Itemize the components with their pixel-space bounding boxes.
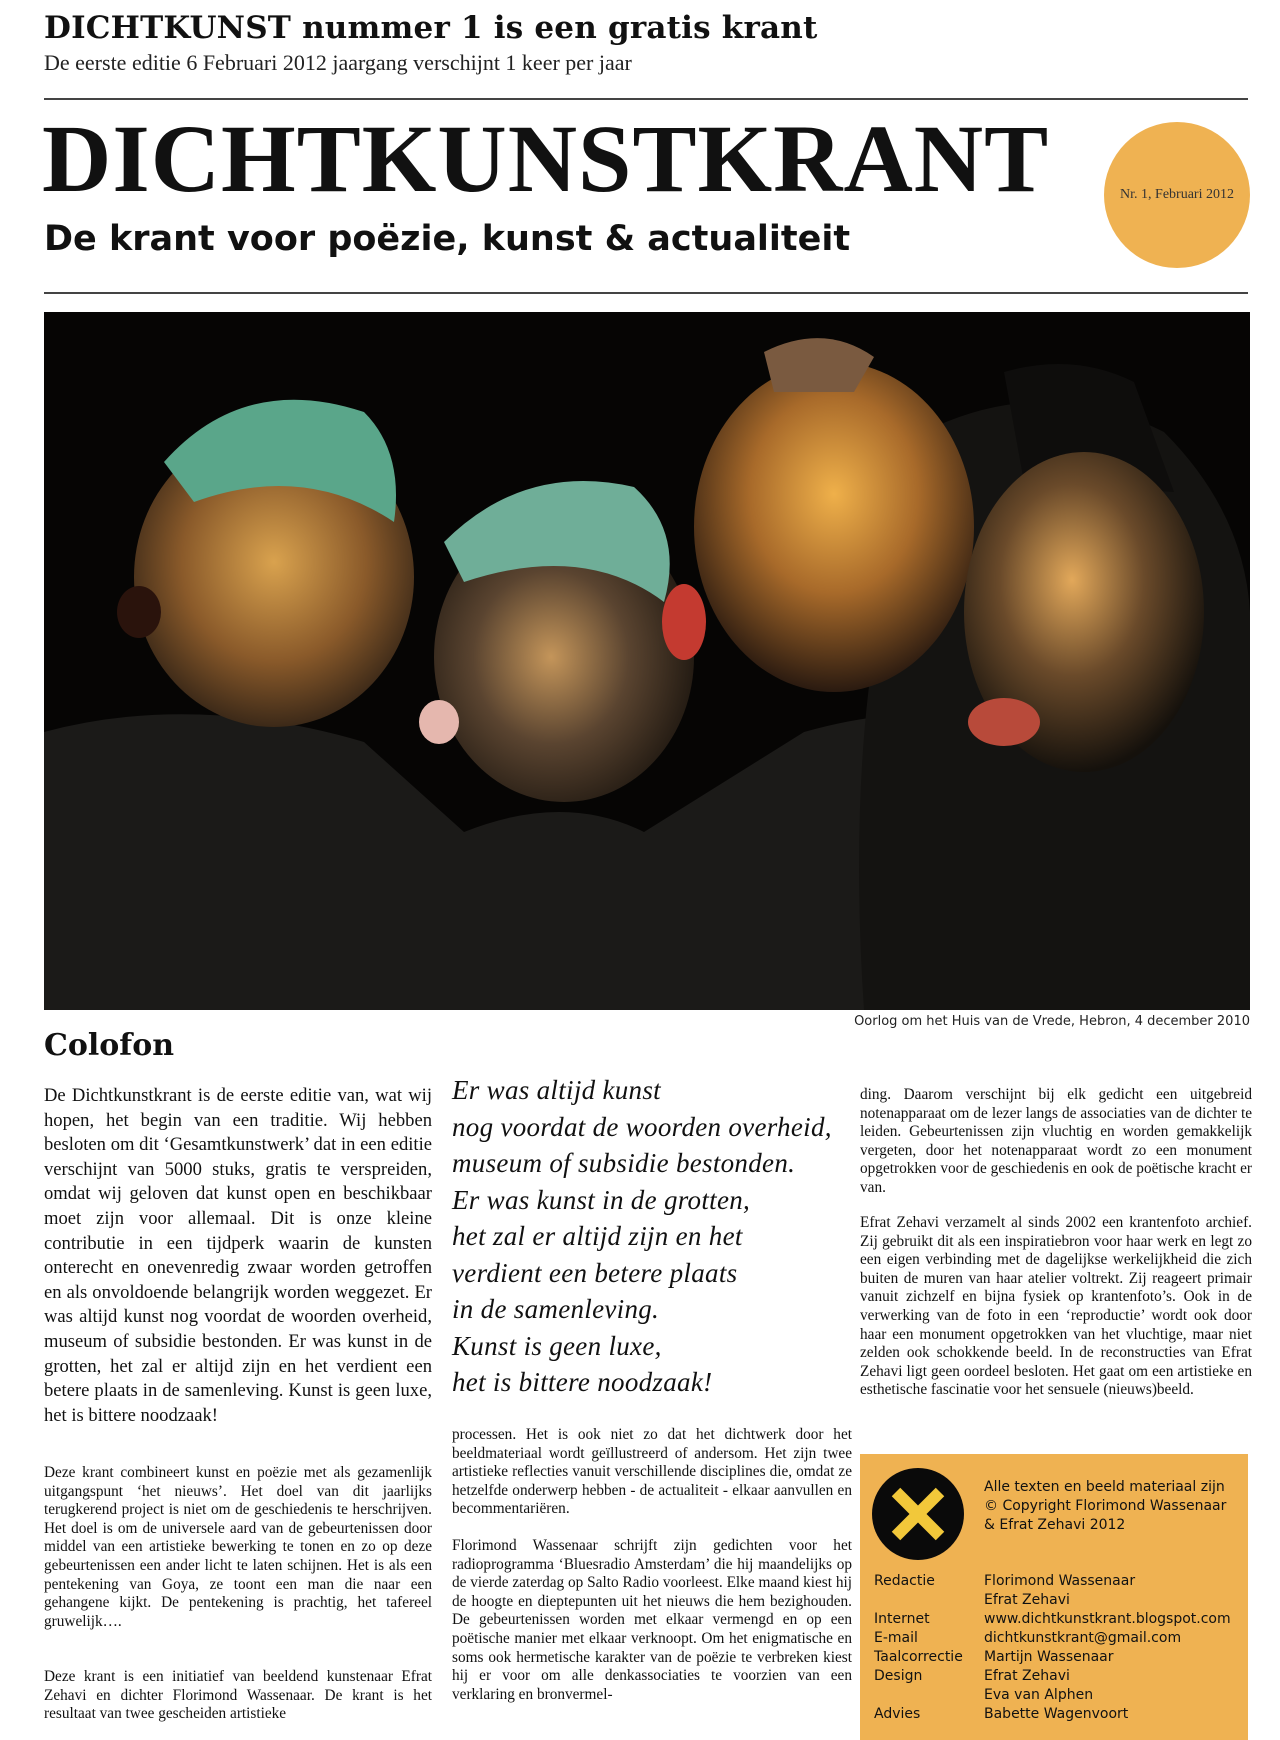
poem-line: verdient een betere plaats — [452, 1257, 738, 1288]
col2-paragraph-1: processen. Het is ook niet zo dat het dichtwerk door het beeldmateriaal wordt geïllustreerd of andersom. Het zijn twee artistieke reflecties vanuit verschillende disciplines die, omdat ze hetzelfde onderwerp hebben - de actualiteit - elkaar aanvullen en becommentariëren. — [452, 1426, 852, 1518]
credit-row-design — [874, 1667, 1070, 1686]
masthead-tagline: De krant voor poëzie, kunst & actualiteit — [44, 219, 851, 259]
col2-paragraph-2: Florimond Wassenaar schrijft zijn gedichten voor het radioprogramma ‘Bluesradio Amsterdam’ die hij maandelijks op de vierde zaterdag op Salto Radio voorleest. Elke maand kiest hij de hoogte en dieptepunten uit het nieuws die hem bezighouden. De gebeurtenissen worden met elkaar vermengd en op een poëtische manier met elkaar verknoopt. Om het enigmatische en soms ook hermetische karakter van de poëzie te verbreken kiest hij er voor om alle denkassociaties te voorzien van een verklaring en bronvermel- — [452, 1537, 852, 1703]
credit-label: Internet — [874, 1611, 930, 1627]
col3-paragraph-1: ding. Daarom verschijnt bij elk gedicht een uitgebreid notenapparaat om de lezer langs de associaties van de dichter te leiden. Gebeurtenissen zijn vluchtig en worden gemakkelijk vergeten, door het notenapparaat wordt zo een monument opgetrokken voor de geschiedenis en ook de poëtische kracht er van. — [860, 1086, 1252, 1196]
sculpture-heads-image — [44, 312, 1250, 1010]
copyright-line: © Copyright Florimond Wassenaar — [984, 1498, 1227, 1514]
top-subtitle: De eerste editie 6 Februari 2012 jaargang verschijnt 1 keer per jaar — [44, 50, 632, 75]
credit-label: Advies — [874, 1706, 921, 1722]
header-divider-top — [44, 98, 1248, 100]
cover-photo — [44, 312, 1250, 1010]
credit-label: E-mail — [874, 1630, 918, 1646]
col3-paragraph-2: Efrat Zehavi verzamelt al sinds 2002 een krantenfoto archief. Zij gebruikt dit als een inspiratiebron voor haar werk en legt zo een eigen verbinding met de dagelijkse werkelijkheid die zich buiten de muren van haar atelier voltrekt. Zij reageert primair vanuit zichzelf en bijna fysiek op krantenfoto’s. Ook in de verwerking van de foto in een ‘reproductie’ wordt ook door haar een monument opgetrokken van het vluchtige, maar niet zelden ook schokkende beeld. In de reconstructies van Efrat Zehavi ligt geen oordeel besloten. Het gaat om een artistieke en esthetische fascinatie voor het sensuele (nieuws)beeld. — [860, 1214, 1252, 1399]
colofon-heading: Colofon — [44, 1028, 175, 1063]
col1-paragraph-3: Deze krant is een initiatief van beeldend kunstenaar Efrat Zehavi en dichter Florimond Wassenaar. De krant is het resultaat van twee gescheiden artistieke — [44, 1668, 432, 1723]
credit-row-taalcorrectie — [874, 1648, 1114, 1667]
poem-line: nog voordat de woorden overheid, — [452, 1111, 832, 1142]
credit-value: Efrat Zehavi — [984, 1592, 1070, 1608]
credit-value: Eva van Alphen — [984, 1687, 1094, 1703]
issue-badge — [1104, 122, 1250, 268]
copyright-line: Alle texten en beeld materiaal zijn — [984, 1479, 1225, 1495]
credit-value: Babette Wagenvoort — [984, 1706, 1129, 1722]
credit-value: Martijn Wassenaar — [984, 1649, 1114, 1665]
credit-value: Florimond Wassenaar — [984, 1573, 1136, 1589]
poem-line: Er was altijd kunst — [452, 1075, 661, 1105]
lead-paragraph: De Dichtkunstkrant is de eerste editie van, wat wij hopen, het begin van een traditie. Wij hebben besloten om dit ‘Gesamtkunstwerk’ dat in een editie verschijnt van 5000 stuks, gratis te verspreiden, omdat wij geloven dat kunst open en beschikbaar moet zijn voor allemaal. Dit is onze kleine contributie in een tijdperk waarin de kunsten onterecht en onevenredig zwaar worden getroffen en als onvoldoende belangrijk worden weggezet. Er was altijd kunst nog voordat de woorden overheid, museum of subsidie bestonden. Er was kunst in de grotten, het zal er altijd zijn en het verdient een betere plaats in de samenleving. Kunst is geen luxe, het is bittere noodzaak! — [44, 1085, 432, 1426]
poem-line: Er was kunst in de grotten, — [452, 1184, 751, 1215]
issue-badge-label: Nr. 1, Februari 2012 — [1120, 187, 1234, 202]
poem-line: het is bittere noodzaak! — [452, 1367, 713, 1397]
credit-row-email — [874, 1629, 1181, 1648]
masthead-title: DICHTKUNSTKRANT — [42, 105, 1050, 212]
col1-paragraph-2: Deze krant combineert kunst en poëzie met als gezamenlijk uitgangspunt ‘het nieuws’. Het doel van dit jaarlijks terugkerend project is niet om de geschiedenis te herschrijven. Het doel is om de universele aard van de gebeurtenissen door middel van een artistieke bewerking te tonen en zo op deze gebeurtenissen een ander licht te laten schijnen. Het is als een pentekening van Goya, ze toont een man die naar een gehangene kijkt. De pentekening is prachtig, het tafereel gruwelijk…. — [44, 1464, 432, 1630]
header-divider-bottom — [44, 292, 1248, 294]
copyright-line: & Efrat Zehavi 2012 — [984, 1517, 1126, 1533]
copyright-notice — [984, 1478, 1226, 1535]
poem-line: in de samenleving. — [452, 1294, 660, 1324]
poem — [452, 1072, 852, 1401]
x-logo-icon — [872, 1468, 964, 1560]
credit-value: Efrat Zehavi — [984, 1668, 1070, 1684]
credit-label: Redactie — [874, 1573, 935, 1589]
credit-value-link[interactable]: www.dichtkunstkrant.blogspot.com — [984, 1611, 1231, 1627]
poem-line: het zal er altijd zijn en het — [452, 1221, 743, 1251]
top-title: DICHTKUNST nummer 1 is een gratis krant — [44, 10, 818, 46]
credit-row-design-2 — [874, 1686, 1093, 1705]
credit-row-internet — [874, 1610, 1231, 1629]
credit-label: Design — [874, 1668, 923, 1684]
poem-line: Kunst is geen luxe, — [452, 1330, 662, 1361]
credit-row-redactie-2 — [874, 1591, 1070, 1610]
credits-box — [860, 1454, 1248, 1740]
credit-label: Taalcorrectie — [874, 1649, 963, 1665]
credit-value-email[interactable]: dichtkunstkrant@gmail.com — [984, 1630, 1182, 1646]
poem-line: museum of subsidie bestonden. — [452, 1148, 796, 1178]
photo-caption: Oorlog om het Huis van de Vrede, Hebron, 4 december 2010 — [854, 1014, 1250, 1029]
credit-row-advies — [874, 1705, 1128, 1724]
credit-row-redactie — [874, 1572, 1135, 1591]
